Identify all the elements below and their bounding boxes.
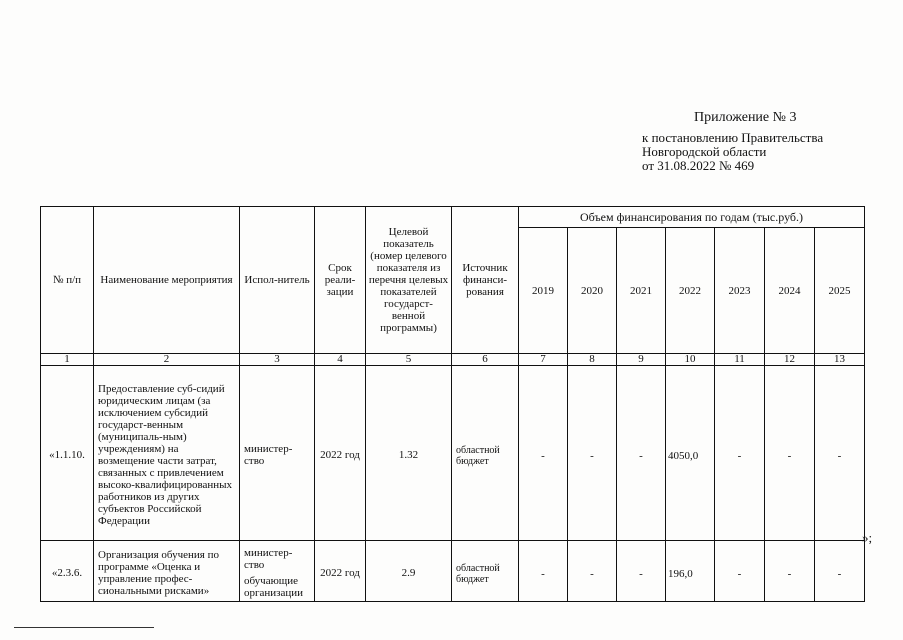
row-source: областной бюджет xyxy=(452,366,519,541)
column-number: 9 xyxy=(617,354,666,366)
column-number: 11 xyxy=(715,354,765,366)
header-funding-group: Объем финансирования по годам (тыс.руб.) xyxy=(519,207,865,228)
row-executor: министер-ство xyxy=(240,366,315,541)
row-value: - xyxy=(519,541,568,602)
column-number: 4 xyxy=(315,354,366,366)
row-executor-primary: министер-ство xyxy=(244,547,293,571)
row-value: - xyxy=(617,366,666,541)
column-number: 1 xyxy=(41,354,94,366)
column-number: 5 xyxy=(366,354,452,366)
row-value: - xyxy=(715,541,765,602)
column-number: 3 xyxy=(240,354,315,366)
header-source: Источник финанси-рования xyxy=(452,207,519,354)
closing-quote-mark: »; xyxy=(862,530,873,545)
resolution-line-1: к постановлению Правительства xyxy=(642,130,824,145)
column-number: 6 xyxy=(452,354,519,366)
header-num: № п/п xyxy=(41,207,94,354)
header-indicator: Целевой показатель (номер целевого показателя из перечня целевых показателей государст-венной программы) xyxy=(366,207,452,354)
header-year: 2020 xyxy=(568,228,617,354)
table-row xyxy=(41,541,865,602)
column-number: 7 xyxy=(519,354,568,366)
row-value: - xyxy=(568,366,617,541)
header-year: 2023 xyxy=(715,228,765,354)
row-name: Организация обучения по программе «Оценка и управление профес-сиональными рисками» xyxy=(94,541,240,602)
header-name: Наименование мероприятия xyxy=(94,207,240,354)
row-num: «1.1.10. xyxy=(41,366,94,541)
column-number: 13 xyxy=(815,354,865,366)
footer-divider xyxy=(14,627,154,628)
row-value: - xyxy=(765,541,815,602)
row-num: «2.3.6. xyxy=(41,541,94,602)
column-number: 2 xyxy=(94,354,240,366)
row-executor xyxy=(240,541,315,602)
row-value: - xyxy=(519,366,568,541)
header-year: 2025 xyxy=(815,228,865,354)
header-year: 2024 xyxy=(765,228,815,354)
header-period: Срок реали-зации xyxy=(315,207,366,354)
funding-table xyxy=(40,206,865,602)
header-year: 2019 xyxy=(519,228,568,354)
row-value: - xyxy=(815,541,865,602)
row-period: 2022 год xyxy=(315,541,366,602)
row-source: областной бюджет xyxy=(452,541,519,602)
row-value: - xyxy=(568,541,617,602)
header-year: 2022 xyxy=(666,228,715,354)
row-period: 2022 год xyxy=(315,366,366,541)
row-value: - xyxy=(617,541,666,602)
row-executor-secondary: обучающие организации xyxy=(244,575,304,599)
row-indicator: 2.9 xyxy=(366,541,452,602)
row-value: 196,0 xyxy=(666,541,715,602)
column-number: 8 xyxy=(568,354,617,366)
row-name: Предоставление суб-сидий юридическим лицам (за исключением субсидий государст-венным (муниципаль-ным) учреждениям) на возмещение части затрат, связанных с привлечением высоко-квалифицированных работников из других субъектов Российской Федерации xyxy=(94,366,240,541)
column-number-row xyxy=(41,354,865,366)
row-indicator: 1.32 xyxy=(366,366,452,541)
resolution-line-3: от 31.08.2022 № 469 xyxy=(642,158,755,173)
table-row xyxy=(41,366,865,541)
row-value: - xyxy=(715,366,765,541)
row-value: - xyxy=(765,366,815,541)
appendix-title: Приложение № 3 xyxy=(694,110,797,125)
row-value: - xyxy=(815,366,865,541)
resolution-header xyxy=(642,111,882,173)
row-value: 4050,0 xyxy=(666,366,715,541)
header-year: 2021 xyxy=(617,228,666,354)
resolution-line-2: Новгородской области xyxy=(642,144,767,159)
column-number: 12 xyxy=(765,354,815,366)
column-number: 10 xyxy=(666,354,715,366)
header-executor: Испол-нитель xyxy=(240,207,315,354)
